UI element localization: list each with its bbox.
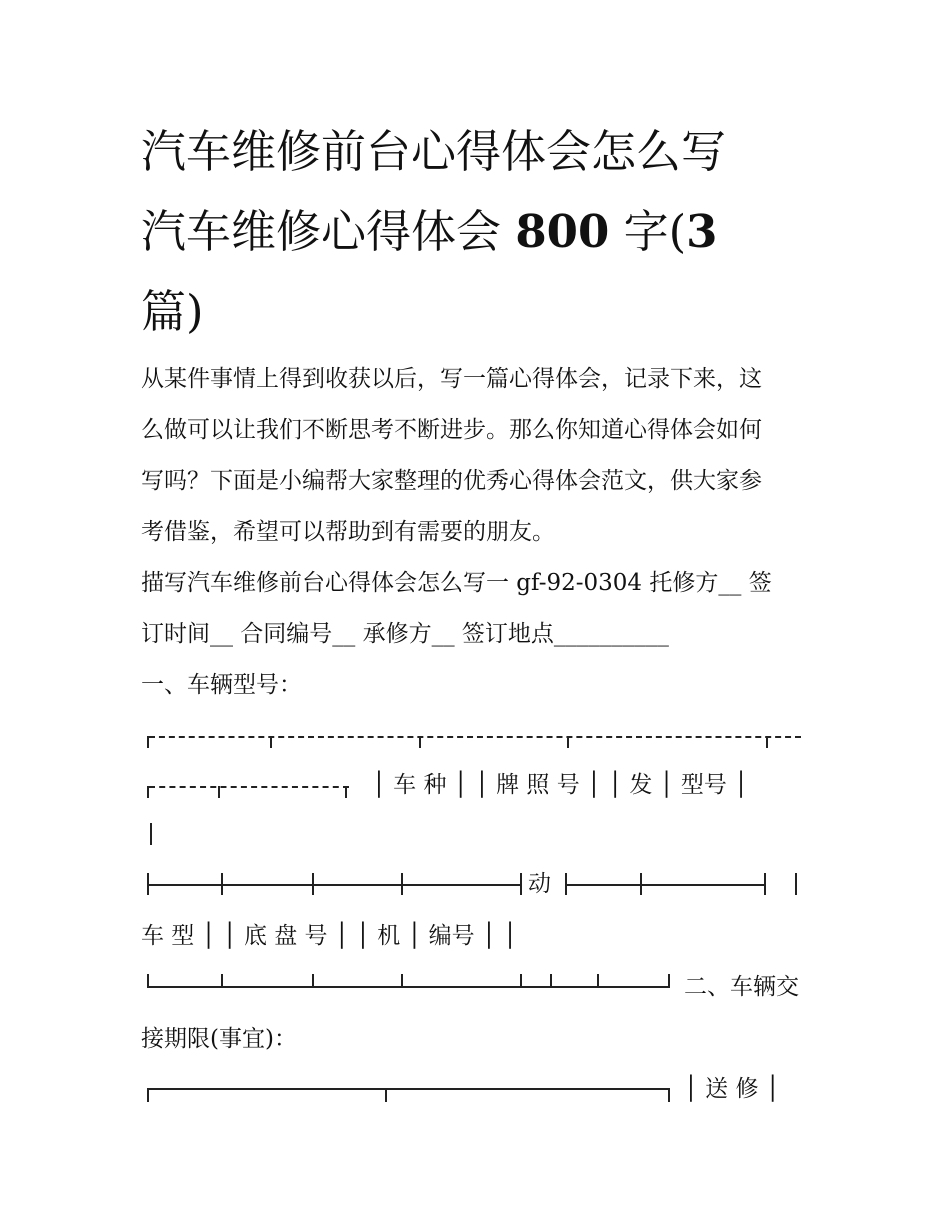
title-line-3: 篇) [141,285,204,338]
intro-line-2: 么做可以让我们不断思考不断进步。那么你知道心得体会如何 [141,417,762,443]
table-row-3-text: 车 型 │ │ 底 盘 号 │ │ 机 │ 编号 │ │ [141,923,517,949]
title-line-1: 汽车维修前台心得体会怎么写 [141,125,727,178]
section-2-heading-part-2: 接期限(事宜)： [141,1026,297,1052]
title-count: 3 [686,205,718,258]
intro-line-3: 写吗？下面是小编帮大家整理的优秀心得体会范文，供大家参 [141,468,762,494]
title-number: 800 [515,205,610,258]
contract-heading-line-1: 描写汽车维修前台心得体会怎么写一 gf-92-0304 托修方__ 签 [141,570,772,596]
intro-line-4: 考借鉴，希望可以帮助到有需要的朋友。 [141,519,555,545]
title-line-2-text: 汽车维修心得体会 [141,205,502,258]
table-2-row-text: │ 送 修 │ [684,1076,780,1102]
section-1-heading: 一、车辆型号： [141,672,302,698]
title-char: 字( [623,205,687,258]
intro-line-1: 从某件事情上得到收获以后，写一篇心得体会，记录下来，这 [141,366,762,392]
table-row-1-text: │ 车 种 │ │ 牌 照 号 │ │ 发 │ 型号 │ [372,772,748,798]
contract-heading-line-2: 订时间__ 合同编号__ 承修方__ 签订地点__________ [141,621,669,647]
table-left-border [150,823,152,845]
table-row-2-label: 动 [528,871,551,897]
section-2-heading-part-1: 二、车辆交 [684,974,799,1000]
document-title [141,112,821,352]
title-line-2 [141,192,821,272]
